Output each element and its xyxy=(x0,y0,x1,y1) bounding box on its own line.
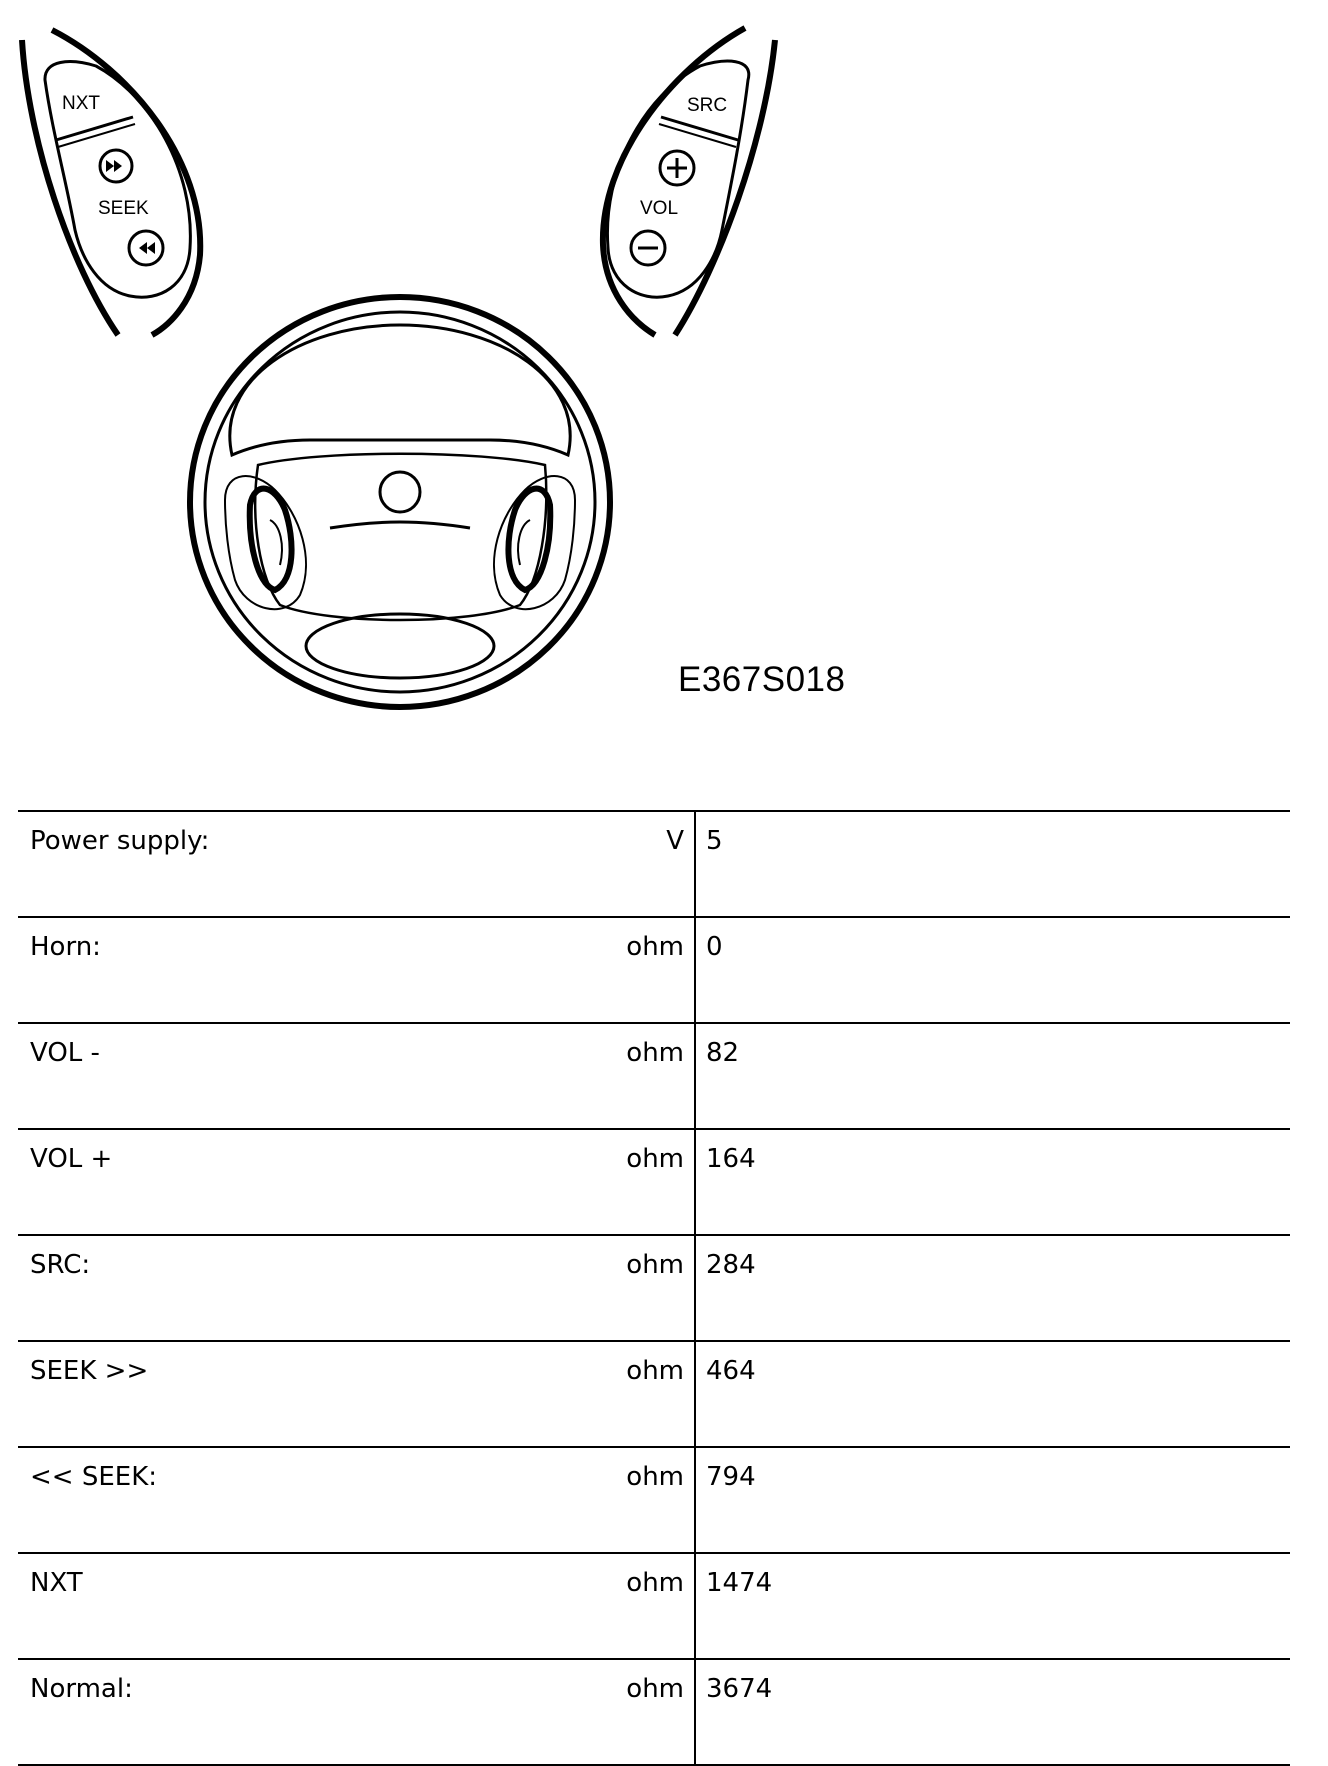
row-value: 0 xyxy=(695,917,1290,1023)
figure-reference-code: E367S018 xyxy=(678,660,846,699)
row-value: 794 xyxy=(695,1447,1290,1553)
row-unit: ohm xyxy=(550,1447,695,1553)
table-row xyxy=(18,1341,1290,1447)
row-label: Normal: xyxy=(18,1659,550,1765)
row-unit: V xyxy=(550,811,695,917)
row-value: 3674 xyxy=(695,1659,1290,1765)
table-row xyxy=(18,1553,1290,1659)
row-value: 464 xyxy=(695,1341,1290,1447)
row-label: << SEEK: xyxy=(18,1447,550,1553)
row-value: 164 xyxy=(695,1129,1290,1235)
row-unit: ohm xyxy=(550,1341,695,1447)
row-value: 82 xyxy=(695,1023,1290,1129)
table-row xyxy=(18,1447,1290,1553)
seek-backward-icon[interactable] xyxy=(129,231,163,265)
row-unit: ohm xyxy=(550,1235,695,1341)
table-row xyxy=(18,917,1290,1023)
row-unit: ohm xyxy=(550,1659,695,1765)
table-row xyxy=(18,1235,1290,1341)
row-unit: ohm xyxy=(550,1553,695,1659)
row-label: VOL + xyxy=(18,1129,550,1235)
table-row xyxy=(18,1659,1290,1765)
right-control-pod xyxy=(603,28,775,335)
row-label: Horn: xyxy=(18,917,550,1023)
seek-forward-icon[interactable] xyxy=(100,150,132,182)
left-control-pod xyxy=(22,30,200,335)
seek-label: SEEK xyxy=(98,198,149,219)
table-row xyxy=(18,811,1290,917)
row-label: SEEK >> xyxy=(18,1341,550,1447)
row-label: VOL - xyxy=(18,1023,550,1129)
nxt-button-label: NXT xyxy=(62,93,100,114)
steering-wheel-diagram xyxy=(0,0,1328,760)
src-button-label: SRC xyxy=(687,95,728,116)
nxt-button[interactable] xyxy=(62,93,100,114)
table-row xyxy=(18,1023,1290,1129)
row-value: 1474 xyxy=(695,1553,1290,1659)
row-unit: ohm xyxy=(550,1023,695,1129)
vol-label: VOL xyxy=(640,198,679,219)
steering-wheel xyxy=(190,297,610,707)
src-button[interactable] xyxy=(687,95,727,116)
row-unit: ohm xyxy=(550,917,695,1023)
row-label: SRC: xyxy=(18,1235,550,1341)
resistance-spec-table xyxy=(18,810,1290,1766)
row-unit: ohm xyxy=(550,1129,695,1235)
row-value: 5 xyxy=(695,811,1290,917)
row-label: Power supply: xyxy=(18,811,550,917)
volume-up-icon[interactable] xyxy=(660,151,694,185)
volume-down-icon[interactable] xyxy=(631,231,665,265)
row-label: NXT xyxy=(18,1553,550,1659)
row-value: 284 xyxy=(695,1235,1290,1341)
table-row xyxy=(18,1129,1290,1235)
